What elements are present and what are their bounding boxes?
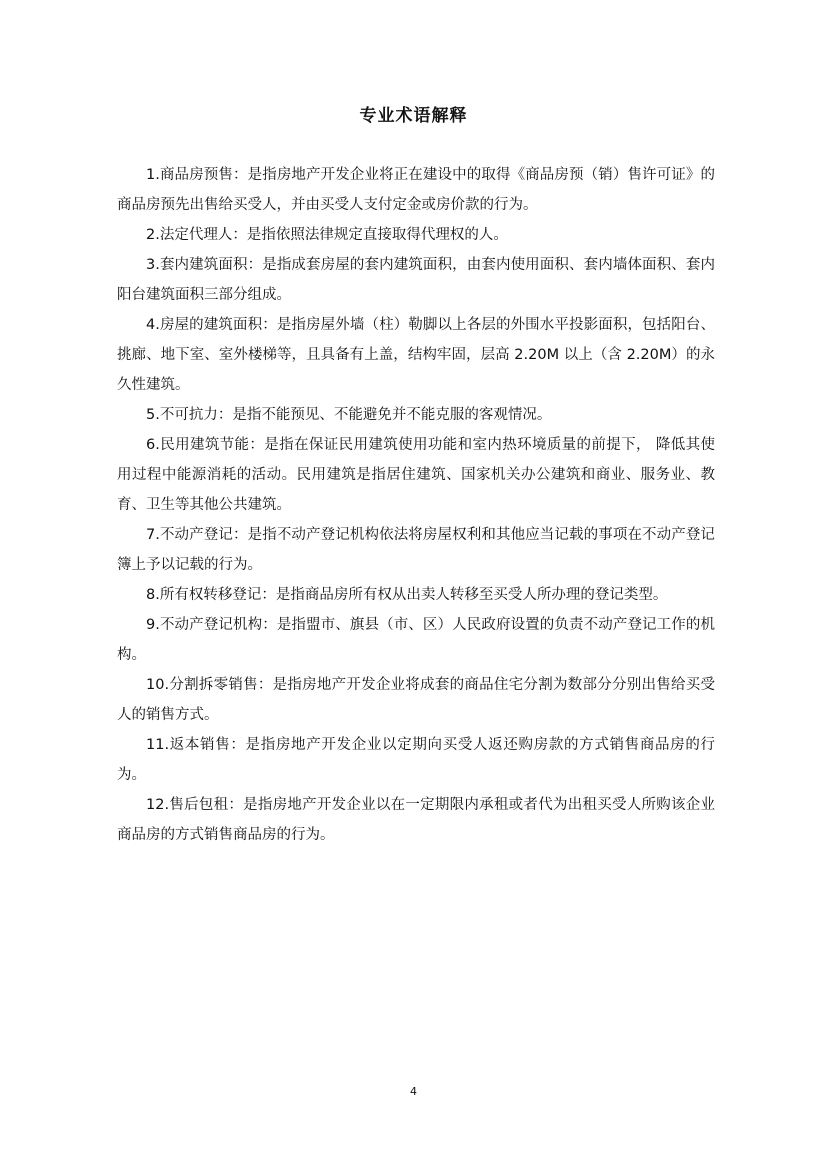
definition-paragraph: 8.所有权转移登记：是指商品房所有权从出卖人转移至买受人所办理的登记类型。 bbox=[146, 587, 668, 603]
definition-paragraph: 9.不动产登记机构：是指盟市、旗县（市、区）人民政府设置的负责不动产登记工作的机构。 bbox=[117, 617, 715, 663]
definition-paragraph: 10.分割拆零销售：是指房地产开发企业将成套的商品住宅分割为数部分分别出售给买受人的销售方式。 bbox=[117, 677, 715, 723]
definition-paragraph: 6.民用建筑节能：是指在保证民用建筑使用功能和室内热环境质量的前提下， 降低其使用过程中能源消耗的活动。民用建筑是指居住建筑、国家机关办公建筑和商业、服务业、教育、卫生等其他公共建筑。 bbox=[117, 437, 715, 513]
definition-paragraph: 12.售后包租：是指房地产开发企业以在一定期限内承租或者代为出租买受人所购该企业商品房的方式销售商品房的行为。 bbox=[117, 797, 715, 843]
definitions-list bbox=[117, 160, 715, 850]
definition-paragraph: 2.法定代理人：是指依照法律规定直接取得代理权的人。 bbox=[146, 227, 508, 243]
definition-paragraph: 11.返本销售：是指房地产开发企业以定期向买受人返还购房款的方式销售商品房的行为。 bbox=[117, 737, 715, 783]
definition-paragraph: 7.不动产登记：是指不动产登记机构依法将房屋权利和其他应当记载的事项在不动产登记簿上予以记载的行为。 bbox=[117, 527, 715, 573]
definition-paragraph: 3.套内建筑面积：是指成套房屋的套内建筑面积，由套内使用面积、套内墙体面积、套内阳台建筑面积三部分组成。 bbox=[117, 257, 715, 303]
definition-paragraph: 1.商品房预售：是指房地产开发企业将正在建设中的取得《商品房预（销）售许可证》的商品房预先出售给买受人，并由买受人支付定金或房价款的行为。 bbox=[117, 167, 715, 213]
definition-paragraph: 5.不可抗力：是指不能预见、不能避免并不能克服的客观情况。 bbox=[146, 407, 552, 423]
page-title: 专业术语解释 bbox=[359, 106, 468, 126]
definition-paragraph: 4.房屋的建筑面积：是指房屋外墙（柱）勒脚以上各层的外围水平投影面积，包括阳台、挑廊、地下室、室外楼梯等，且具备有上盖，结构牢固，层高 2.20M 以上（含 2.20M）的永久性建筑。 bbox=[117, 317, 715, 393]
page-number: 4 bbox=[410, 1085, 417, 1098]
